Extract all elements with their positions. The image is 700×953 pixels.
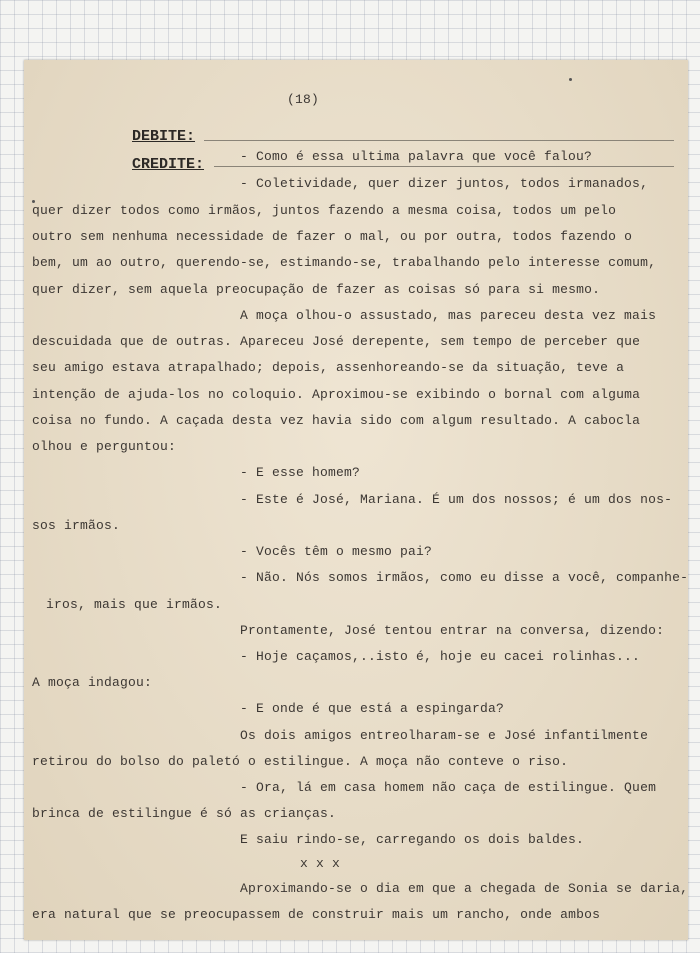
text-line: iros, mais que irmãos. xyxy=(46,597,223,612)
text-line: Os dois amigos entreolharam-se e José infantilmente xyxy=(240,728,649,743)
credit-rule xyxy=(214,166,674,167)
text-line: coisa no fundo. A caçada desta vez havia sido com algum resultado. A cabocla xyxy=(32,413,641,428)
text-line: - Este é José, Mariana. É um dos nossos; é um dos nos- xyxy=(240,492,673,507)
text-line: - Como é essa ultima palavra que você falou? xyxy=(240,149,593,164)
text-line: - Ora, lá em casa homem não caça de estilingue. Quem xyxy=(240,780,657,795)
text-line: intenção de ajuda-los no coloquio. Aproximou-se exibindo o bornal com alguma xyxy=(32,387,641,402)
typewritten-page xyxy=(24,60,688,940)
text-line: era natural que se preocupassem de construir mais um rancho, onde ambos xyxy=(32,907,601,922)
text-line: - Vocês têm o mesmo pai? xyxy=(240,544,433,559)
text-line: brinca de estilingue é só as crianças. xyxy=(32,806,337,821)
debit-rule xyxy=(204,140,674,141)
text-line: descuidada que de outras. Apareceu José derepente, sem tempo de perceber que xyxy=(32,334,641,349)
text-line: - Não. Nós somos irmãos, como eu disse a você, companhe- xyxy=(240,570,689,585)
text-line: olhou e perguntou: xyxy=(32,439,177,454)
credit-stamp: CREDITE: xyxy=(132,156,205,173)
text-line: - Hoje caçamos,..isto é, hoje eu cacei rolinhas... xyxy=(240,649,641,664)
text-line: outro sem nenhuma necessidade de fazer o mal, ou por outra, todos fazendo o xyxy=(32,229,633,244)
debit-stamp: DEBITE: xyxy=(132,128,196,145)
text-line: seu amigo estava atrapalhado; depois, assenhoreando-se da situação, teve a xyxy=(32,360,625,375)
text-line: - Coletividade, quer dizer juntos, todos irmanados, xyxy=(240,176,649,191)
text-line: sos irmãos. xyxy=(32,518,121,533)
text-line: - E onde é que está a espingarda? xyxy=(240,701,505,716)
text-line: quer dizer todos como irmãos, juntos fazendo a mesma coisa, todos um pelo xyxy=(32,203,617,218)
text-line: Aproximando-se o dia em que a chegada de Sonia se daria, xyxy=(240,881,689,896)
section-break: x x x xyxy=(300,856,341,871)
text-line: E saiu rindo-se, carregando os dois baldes. xyxy=(240,832,585,847)
ink-speck xyxy=(569,78,572,81)
text-line: retirou do bolso do paletó o estilingue. A moça não conteve o riso. xyxy=(32,754,569,769)
text-line: A moça olhou-o assustado, mas pareceu desta vez mais xyxy=(240,308,657,323)
text-line: bem, um ao outro, querendo-se, estimando-se, trabalhando pelo interesse comum, xyxy=(32,255,657,270)
text-line: A moça indagou: xyxy=(32,675,153,690)
ink-speck xyxy=(32,200,35,203)
page-number: (18) xyxy=(287,92,320,107)
text-line: Prontamente, José tentou entrar na conversa, dizendo: xyxy=(240,623,665,638)
text-line: quer dizer, sem aquela preocupação de fazer as coisas só para si mesmo. xyxy=(32,282,601,297)
text-line: - E esse homem? xyxy=(240,465,361,480)
